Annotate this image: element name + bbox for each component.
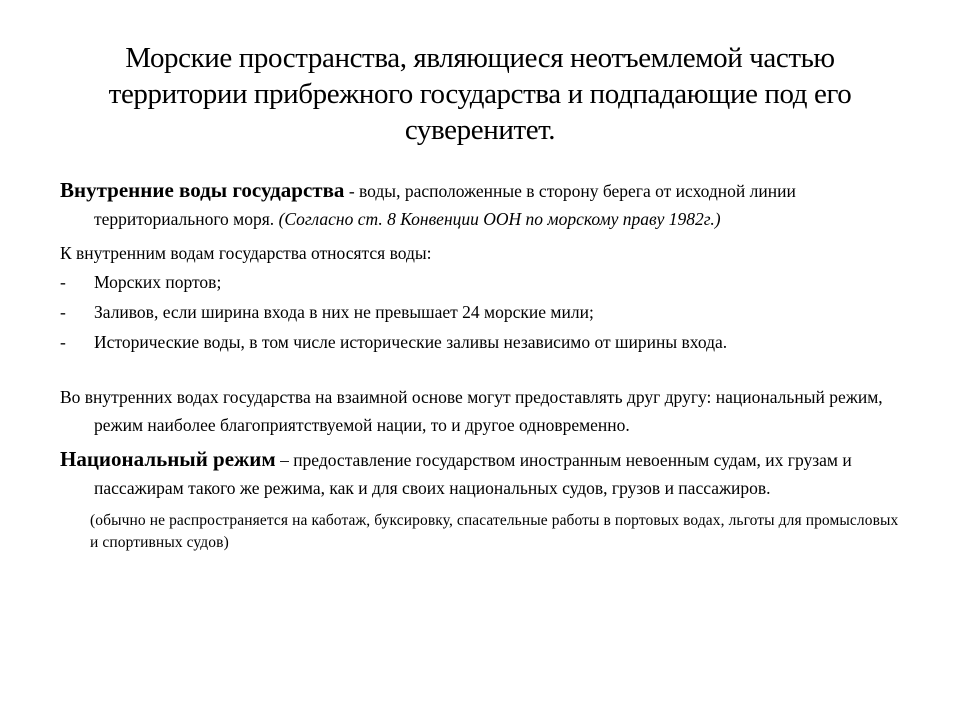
internal-waters-list (60, 267, 910, 357)
slide-title: Морские пространства, являющиеся неотъемлемой частью территории прибрежного государства и подпадающие под его суверенитет. (108, 42, 852, 146)
national-regime-text: предоставление государством иностранным невоенным судам, их грузам и пассажирам такого же режима, как и для своих национальных судов, грузов и пассажиров. (94, 450, 852, 498)
definition-citation: (Согласно ст. 8 Конвенции ООН по морскому праву 1982г.) (278, 209, 721, 229)
national-regime-term: Национальный режим (60, 447, 276, 471)
definition-text: воды, расположенные в сторону берега от исходной линии территориального моря. (94, 181, 796, 229)
dash-bullet-icon: - (60, 272, 66, 292)
definition-separator: - (344, 181, 360, 201)
slide-body (60, 176, 910, 554)
national-regime-separator: – (275, 450, 294, 470)
dash-bullet-icon: - (60, 332, 66, 352)
list-intro: К внутренним водам государства относятся воды: (60, 243, 432, 263)
definition-paragraph (60, 176, 910, 233)
dash-bullet-icon: - (60, 302, 66, 322)
list-item: - Заливов, если ширина входа в них не превышает 24 морские мили; (60, 297, 910, 327)
list-item: - Исторические воды, в том числе исторические заливы независимо от ширины входа. (60, 327, 910, 357)
note-paragraph: (обычно не распространяется на каботаж, буксировку, спасательные работы в портовых водах, льготы для промысловых и спортивных судов) (90, 512, 899, 551)
national-regime-paragraph (60, 445, 910, 502)
definition-term: Внутренние воды государства (60, 178, 345, 202)
regimes-paragraph: Во внутренних водах государства на взаимной основе могут предоставлять друг другу: национальный режим, режим наиболее благоприятствуемой нации, то и другое одновременно. (60, 387, 883, 435)
list-item: - Морских портов; (60, 267, 910, 297)
